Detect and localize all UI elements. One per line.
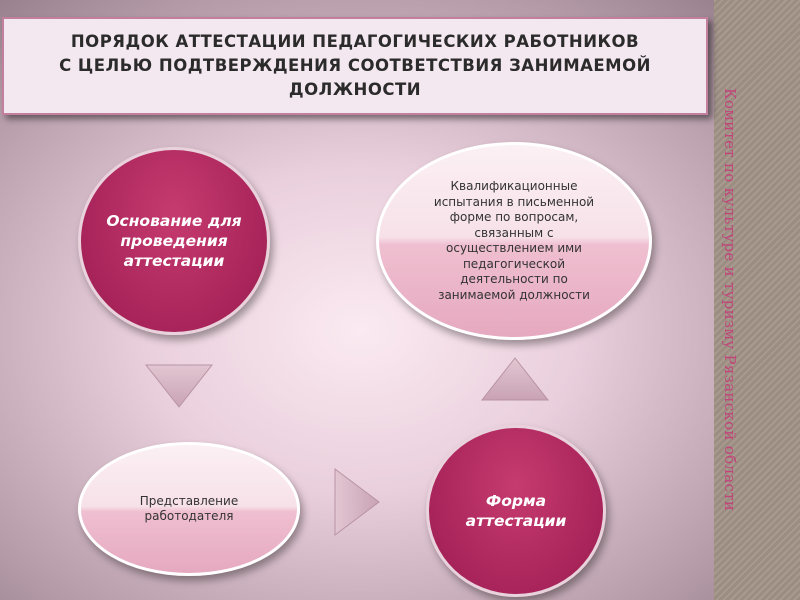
circle-basis xyxy=(78,147,270,335)
circle-attestation-form xyxy=(426,425,606,597)
side-caption: Комитет по культуре и туризму Рязанской области xyxy=(721,88,739,512)
circle-employer-submission xyxy=(78,442,300,576)
arrow-down-icon xyxy=(144,363,214,409)
circle-basis-label: Основание для проведения аттестации xyxy=(106,212,242,270)
circle-qualification-label: Квалификационные испытания в письменной форме по вопросам, связанным с осуществлением ими педагогической деятельности по занимаемой должности xyxy=(433,179,595,302)
arrow-right-icon xyxy=(333,467,381,537)
circle-employer-label: Представление работодателя xyxy=(139,493,239,523)
circle-qualification-tests xyxy=(376,142,652,340)
circle-form-label: Форма аттестации xyxy=(465,492,567,530)
page-title: ПОРЯДОК АТТЕСТАЦИИ ПЕДАГОГИЧЕСКИХ РАБОТНИКОВ С ЦЕЛЬЮ ПОДТВЕРЖДЕНИЯ СООТВЕТСТВИЯ ЗАНИМАЕМОЙ ДОЛЖНОСТИ xyxy=(59,32,651,99)
arrow-up-icon xyxy=(480,356,550,402)
title-box xyxy=(2,17,708,115)
